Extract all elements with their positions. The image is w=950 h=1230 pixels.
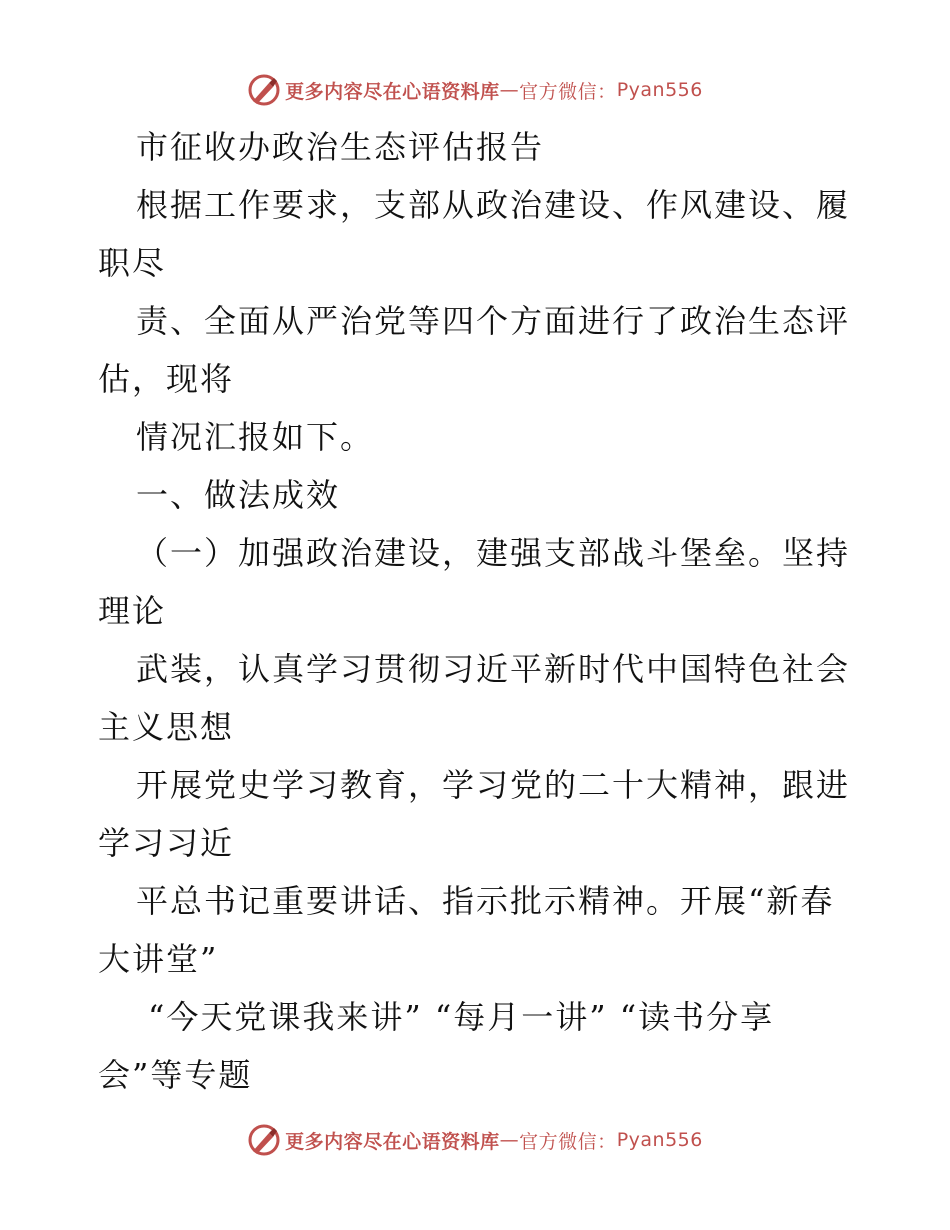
paragraph-line: 根据工作要求，支部从政治建设、作风建设、履 [136, 186, 851, 224]
document-body [98, 118, 858, 1104]
watermark-account: Pyan556 [616, 1129, 703, 1151]
document-title: 市征收办政治生态评估报告 [136, 128, 545, 166]
paragraph-line: 估，现将 [98, 360, 235, 398]
paragraph-line: 职尽 [98, 244, 167, 282]
section-heading: 一、做法成效 [136, 476, 341, 514]
paragraph-line: 学习习近 [98, 824, 235, 862]
paragraph-line: 主义思想 [98, 708, 235, 746]
pen-logo-icon [247, 1123, 281, 1157]
header-watermark [0, 70, 950, 110]
paragraph-line: “今天党课我来讲” “每月一讲” “读书分享 [148, 998, 775, 1036]
watermark-main-text: 更多内容尽在心语资料库 [285, 1130, 500, 1153]
watermark-official-label: 官方微信： [519, 80, 617, 103]
paragraph-line: 武装，认真学习贯彻习近平新时代中国特色社会 [136, 650, 851, 688]
paragraph-line: 责、全面从严治党等四个方面进行了政治生态评 [136, 302, 851, 340]
watermark-official-label: 官方微信： [519, 1130, 617, 1153]
watermark-dash: — [499, 79, 520, 101]
watermark-main-text: 更多内容尽在心语资料库 [285, 80, 500, 103]
paragraph-line: 大讲堂” [98, 940, 219, 978]
paragraph-line: 平总书记重要讲话、指示批示精神。开展“新春 [136, 882, 835, 920]
subsection-heading: （一）加强政治建设，建强支部战斗堡垒。坚持 [136, 534, 851, 572]
paragraph-line: 情况汇报如下。 [136, 418, 375, 456]
paragraph-line: 开展党史学习教育，学习党的二十大精神，跟进 [136, 766, 851, 804]
footer-watermark [0, 1120, 950, 1160]
pen-logo-icon [247, 73, 281, 107]
watermark-dash: — [499, 1129, 520, 1151]
watermark-account: Pyan556 [616, 79, 703, 101]
paragraph-line: 会”等专题 [98, 1056, 253, 1094]
paragraph-line: 理论 [98, 592, 167, 630]
